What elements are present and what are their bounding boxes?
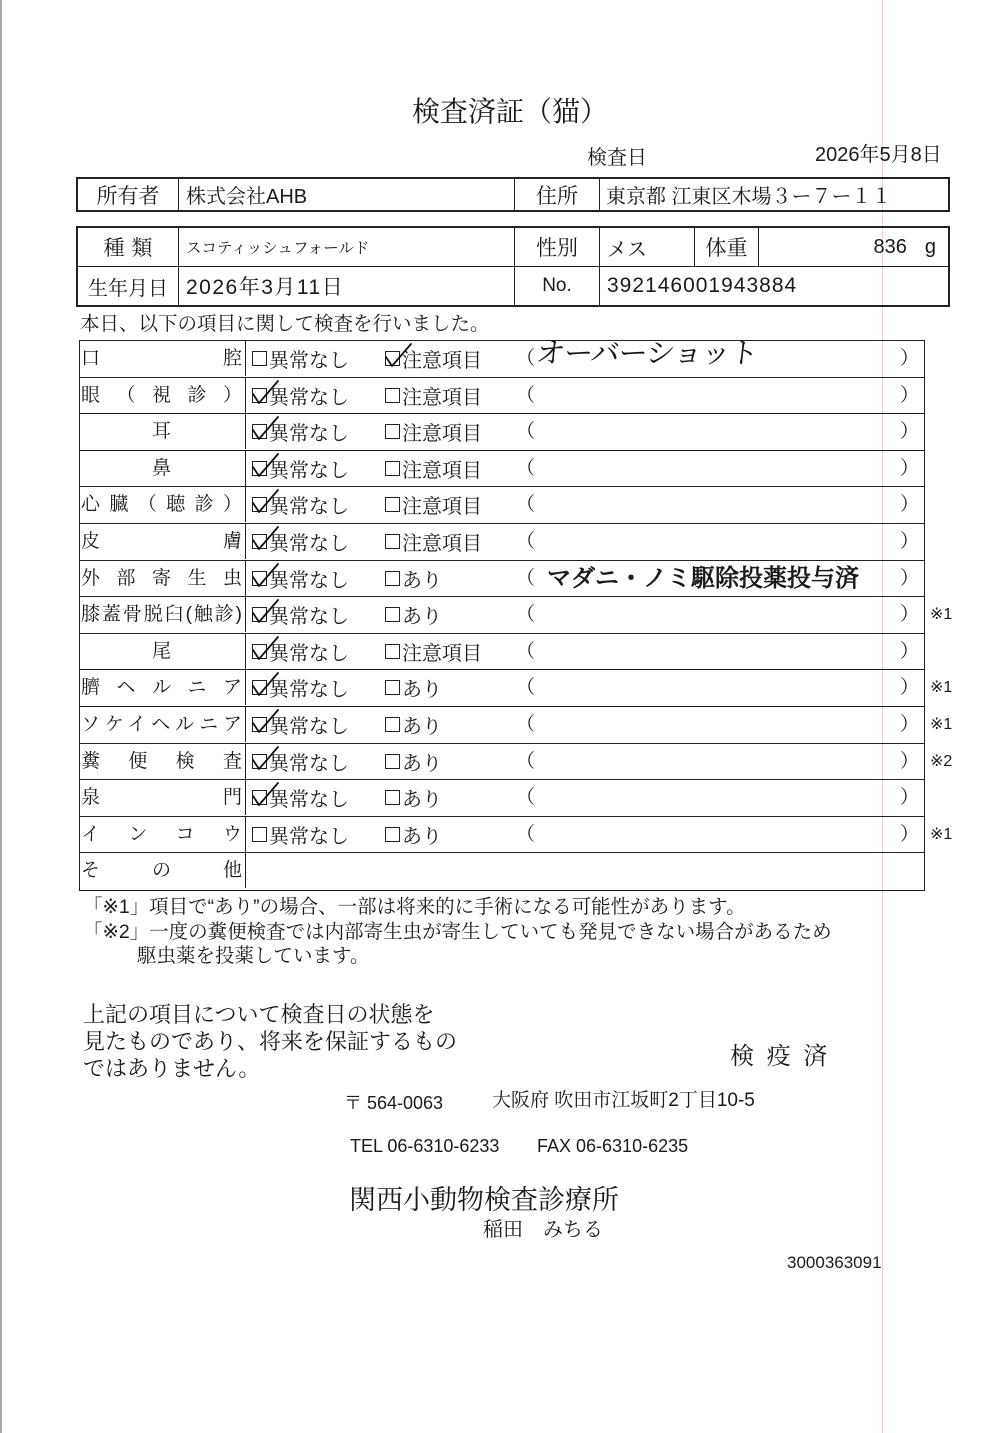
check-mark-icon <box>251 380 279 406</box>
option-label: あり <box>402 752 442 775</box>
disclaimer-line: 見たものであり、将来を保証するもの <box>83 1029 458 1054</box>
option-label: 異常なし <box>269 715 349 738</box>
row-label: 口腔 <box>80 341 246 376</box>
option-label: 異常なし <box>269 825 349 848</box>
close-paren: ） <box>900 750 920 772</box>
row-label: ソケイヘルニア <box>80 707 246 742</box>
birth-date-label: 生年月日 <box>78 267 179 305</box>
finding-option <box>385 487 482 522</box>
row-label: インコウ <box>80 817 246 852</box>
no-abnormality-option <box>252 634 349 669</box>
other-row <box>80 853 924 890</box>
row-label: 外部寄生虫 <box>80 561 246 596</box>
number-label: No. <box>515 267 600 305</box>
checkbox-checked <box>252 717 267 732</box>
finding-option <box>385 597 442 632</box>
close-paren: ） <box>900 457 920 479</box>
scan-edge-line <box>0 0 2 1433</box>
checkbox-checked <box>252 534 267 549</box>
weight-unit: g <box>924 235 936 258</box>
checkbox <box>385 644 400 659</box>
row-body <box>246 451 924 487</box>
footnote-mark: ※1 <box>930 825 953 843</box>
breed-value: スコティッシュフォールド <box>179 228 515 266</box>
weight-label: 体重 <box>695 228 759 266</box>
row-label: 鼻 <box>80 451 246 486</box>
option-label: 異常なし <box>269 569 349 592</box>
finding-option <box>385 817 442 852</box>
breed-label: 種類 <box>78 228 179 266</box>
no-abnormality-option <box>252 670 349 705</box>
close-paren: ） <box>900 494 920 516</box>
open-paren: （ <box>516 421 536 443</box>
finding-option <box>385 780 442 815</box>
clinic-phone: TEL 06-6310-6233 <box>350 1136 500 1156</box>
checkbox <box>385 424 400 439</box>
checkbox-checked <box>252 571 267 586</box>
check-row <box>80 597 953 634</box>
close-paren: ） <box>900 787 920 809</box>
row-label: 泉門 <box>80 780 246 815</box>
open-paren: （ <box>516 640 536 662</box>
checkbox <box>385 497 400 512</box>
checkbox <box>252 351 267 366</box>
check-mark-icon <box>251 453 279 479</box>
row-body <box>246 414 924 450</box>
open-paren: （ <box>516 567 536 589</box>
option-label: あり <box>402 825 442 848</box>
option-label: 異常なし <box>269 642 349 665</box>
pet-row-breed <box>78 228 948 267</box>
row-label: 尾 <box>80 634 246 669</box>
option-label: 注意項目 <box>402 496 482 519</box>
checkbox <box>385 388 400 403</box>
row-body <box>246 487 924 523</box>
clinic-postal-code: 〒 564-0063 <box>344 1093 444 1113</box>
check-mark-icon <box>251 599 279 625</box>
close-paren: ） <box>900 567 920 589</box>
option-label: あり <box>402 679 442 702</box>
close-paren: ） <box>900 604 920 626</box>
option-label: 異常なし <box>269 459 349 482</box>
number-value: 392146001943884 <box>607 274 798 297</box>
row-body <box>246 634 924 670</box>
intro-text: 本日、以下の項目に関して検査を行いました。 <box>80 313 490 335</box>
open-paren: （ <box>516 348 536 369</box>
option-label: 注意項目 <box>402 532 482 555</box>
owner-value: 株式会社AHB <box>179 179 515 210</box>
option-label: 異常なし <box>269 679 349 702</box>
row-body <box>246 338 924 377</box>
no-abnormality-option <box>252 561 349 596</box>
no-abnormality-option <box>252 707 349 742</box>
open-paren: （ <box>516 787 536 809</box>
close-paren: ） <box>900 384 920 406</box>
footnote-2-continued: 駆虫薬を投薬しています。 <box>137 945 370 967</box>
check-row <box>80 817 953 854</box>
row-label: 眼（視診） <box>80 378 246 413</box>
no-abnormality-option <box>252 451 349 486</box>
sex-value: メス <box>600 228 695 266</box>
footnote-1: 「※1」項目で“あり”の場合、一部は将来的に手術になる可能性があります。 <box>83 896 746 918</box>
checkbox <box>385 790 400 805</box>
finding-option <box>385 341 482 376</box>
check-mark-icon <box>384 343 412 369</box>
check-row <box>80 414 924 451</box>
check-mark-icon <box>251 746 279 772</box>
option-label: 注意項目 <box>402 423 482 446</box>
no-abnormality-option <box>252 597 349 632</box>
option-label: 注意項目 <box>402 459 482 482</box>
check-row <box>80 670 953 707</box>
row-body <box>246 670 924 706</box>
footnote-mark: ※1 <box>930 606 953 624</box>
row-body <box>246 524 924 560</box>
check-row <box>80 634 924 671</box>
open-paren: （ <box>516 384 536 406</box>
clinic-name: 関西小動物検査診療所 <box>349 1185 619 1215</box>
weight-value: 836 <box>873 235 907 258</box>
checkbox-checked <box>252 680 267 695</box>
disclaimer-line: ではありません。 <box>83 1056 261 1081</box>
option-label: あり <box>402 606 442 629</box>
row-body <box>246 378 924 414</box>
quarantine-stamp: 検 疫 済 <box>730 1043 831 1070</box>
finding-option <box>385 524 482 559</box>
row-label: 臍ヘルニア <box>80 670 246 705</box>
check-row <box>80 487 924 524</box>
open-paren: （ <box>516 604 536 626</box>
option-label: 異常なし <box>269 350 349 372</box>
row-label: 心臓（聴診） <box>80 487 246 522</box>
checkbox <box>385 571 400 586</box>
row-body <box>246 707 924 743</box>
checkbox-checked <box>252 424 267 439</box>
option-label: あり <box>402 569 442 592</box>
check-row <box>80 338 924 378</box>
owner-table <box>76 177 950 212</box>
close-paren: ） <box>900 640 920 662</box>
checkbox-checked <box>252 644 267 659</box>
row-label: 皮膚 <box>80 524 246 559</box>
footnote-mark: ※2 <box>930 752 953 770</box>
check-mark-icon <box>251 636 279 662</box>
footnote-mark: ※1 <box>930 679 953 697</box>
row-label: 膝蓋骨脱臼(触診) <box>80 597 246 632</box>
close-paren: ） <box>900 421 920 443</box>
no-abnormality-option <box>252 817 349 852</box>
check-row <box>80 780 924 817</box>
finding-option <box>385 414 482 449</box>
option-label: あり <box>402 715 442 738</box>
option-label: 注意項目 <box>402 386 482 409</box>
sex-label: 性別 <box>515 228 600 266</box>
checkbox <box>385 607 400 622</box>
pet-table <box>76 226 950 307</box>
footnote-2: 「※2」一度の糞便検査では内部寄生虫が寄生していても発見できない場合があるため <box>83 921 832 943</box>
check-row <box>80 378 924 415</box>
checkbox-checked <box>252 388 267 403</box>
row-label: 糞便検査 <box>80 744 246 779</box>
option-label: 注意項目 <box>402 642 482 665</box>
close-paren: ） <box>900 713 920 735</box>
checkbox-checked <box>252 790 267 805</box>
footnote-mark: ※1 <box>930 715 953 733</box>
check-row <box>80 451 924 488</box>
finding-option <box>385 561 442 596</box>
open-paren: （ <box>516 494 536 516</box>
check-mark-icon <box>251 416 279 442</box>
document-title: 検査済証（猫） <box>411 96 608 127</box>
pet-row-birth <box>78 267 948 305</box>
weight-cell <box>759 228 948 266</box>
open-paren: （ <box>516 457 536 479</box>
row-body <box>246 744 924 780</box>
check-mark-icon <box>251 672 279 698</box>
option-label: 異常なし <box>269 606 349 629</box>
no-abnormality-option <box>252 524 349 559</box>
check-mark-icon <box>251 563 279 589</box>
serial-number: 3000363091 <box>787 1253 882 1272</box>
no-abnormality-option <box>252 780 349 815</box>
no-abnormality-option <box>252 487 349 522</box>
clinic-address: 大阪府 吹田市江坂町2丁目10-5 <box>492 1090 755 1111</box>
checkbox <box>385 827 400 842</box>
inspection-table <box>79 338 953 891</box>
no-abnormality-option <box>252 744 349 779</box>
inspector-name: 稲田 みちる <box>483 1219 603 1241</box>
close-paren: ） <box>900 530 920 552</box>
close-paren: ） <box>900 348 920 369</box>
option-label: 異常なし <box>269 386 349 409</box>
option-label: 異常なし <box>269 496 349 519</box>
open-paren: （ <box>516 823 536 845</box>
checkbox-checked <box>252 461 267 476</box>
inspection-date: 2026年5月8日 <box>815 144 942 166</box>
row-body <box>246 817 924 853</box>
close-paren: ） <box>900 823 920 845</box>
check-row <box>80 707 953 744</box>
finding-option <box>385 451 482 486</box>
option-label: 異常なし <box>269 789 349 812</box>
open-paren: （ <box>516 713 536 735</box>
option-label: あり <box>402 789 442 812</box>
no-abnormality-option <box>252 341 349 376</box>
no-abnormality-option <box>252 378 349 413</box>
row-label: 耳 <box>80 414 246 449</box>
finding-note: マダニ・ノミ駆除投薬投与済 <box>547 564 859 592</box>
checkbox-checked <box>252 754 267 769</box>
row-body <box>246 780 924 816</box>
address-value: 東京都 江東区木場３ー７ー１１ <box>606 186 892 208</box>
check-row <box>80 561 924 598</box>
check-row <box>80 744 953 781</box>
checkbox <box>385 534 400 549</box>
option-label: 注意項目 <box>402 350 482 372</box>
check-mark-icon <box>251 526 279 552</box>
option-label: 異常なし <box>269 532 349 555</box>
checkbox <box>252 827 267 842</box>
clinic-fax: FAX 06-6310-6235 <box>537 1136 689 1156</box>
checkbox <box>385 680 400 695</box>
handwritten-note: オーバーショット <box>534 338 760 370</box>
birth-date-value: 2026年3月11日 <box>179 267 515 305</box>
close-paren: ） <box>900 677 920 699</box>
finding-option <box>385 707 442 742</box>
check-mark-icon <box>251 489 279 515</box>
row-label: その他 <box>80 853 246 888</box>
checkbox-checked <box>252 497 267 512</box>
other-notes-area <box>246 853 924 890</box>
option-label: 異常なし <box>269 423 349 446</box>
inspection-date-label: 検査日 <box>587 147 647 169</box>
check-mark-icon <box>251 709 279 735</box>
checkbox <box>385 461 400 476</box>
checkbox-checked <box>385 351 400 366</box>
disclaimer-line: 上記の項目について検査日の状態を <box>83 1002 435 1027</box>
address-label: 住所 <box>515 179 600 210</box>
checkbox <box>385 717 400 732</box>
checkbox-checked <box>252 607 267 622</box>
open-paren: （ <box>516 530 536 552</box>
open-paren: （ <box>516 750 536 772</box>
finding-option <box>385 744 442 779</box>
checkbox <box>385 754 400 769</box>
finding-option <box>385 670 442 705</box>
row-body <box>246 561 924 597</box>
finding-option <box>385 634 482 669</box>
check-row <box>80 524 924 561</box>
no-abnormality-option <box>252 414 349 449</box>
option-label: 異常なし <box>269 752 349 775</box>
check-mark-icon <box>251 782 279 808</box>
owner-label: 所有者 <box>78 179 179 210</box>
finding-option <box>385 378 482 413</box>
open-paren: （ <box>516 677 536 699</box>
row-body <box>246 597 924 633</box>
